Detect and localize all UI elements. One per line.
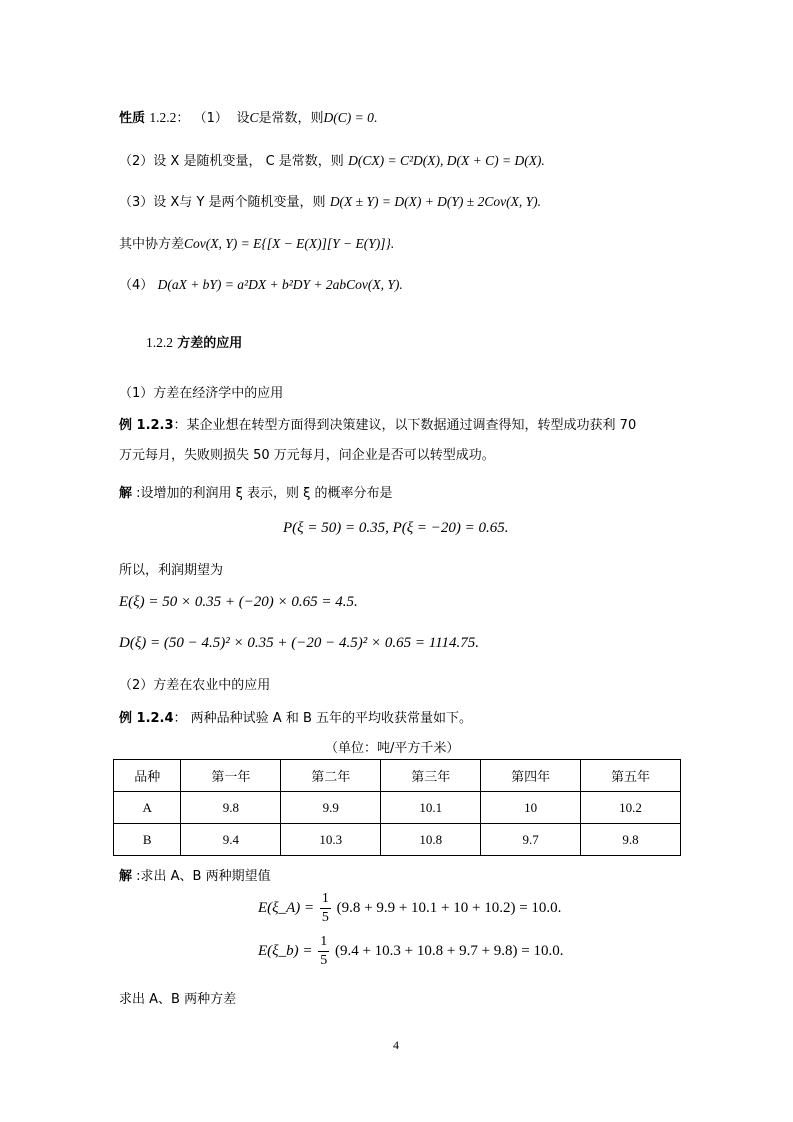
solution-2-text: :求出 A、B 两种期望值	[132, 869, 271, 884]
table-header-cell: 第四年	[481, 760, 581, 792]
yield-table	[113, 759, 681, 856]
app2-heading: （2）方差在农业中的应用	[119, 678, 271, 693]
property-line-4	[119, 274, 403, 293]
property-item1-text: 设	[236, 111, 250, 126]
table-cell: 10	[481, 792, 581, 824]
example-124-label: 例 1.2.4	[119, 711, 174, 726]
property-label: 性质	[119, 111, 146, 126]
property-item2-text: （2）设 X 是随机变量， C 是常数，则	[119, 154, 344, 169]
table-cell: 10.8	[381, 824, 481, 856]
expectation-b-fraction	[318, 933, 329, 970]
example-123-line-1	[119, 414, 636, 433]
example-124-text: ： 两种品种试验 A 和 B 五年的平均收获常量如下。	[173, 711, 473, 726]
solution-2-line	[119, 865, 271, 884]
expectation-b-rhs: (9.4 + 10.3 + 10.8 + 9.7 + 9.8) = 10.0.	[334, 943, 564, 959]
fraction-numerator: 1	[320, 890, 331, 909]
expectation-a-fraction	[320, 890, 331, 927]
table-cell: 9.7	[481, 824, 581, 856]
example-123-label: 例 1.2.3	[119, 418, 174, 433]
expectation-a-rhs: (9.8 + 9.9 + 10.1 + 10 + 10.2) = 10.0.	[336, 900, 562, 916]
expectation-formula: E(ξ) = 50 × 0.35 + (−20) × 0.65 = 4.5.	[119, 594, 358, 610]
example-123-text-1: ：某企业想在转型方面得到决策建议，以下数据通过调查得知，转型成功获利 70	[173, 418, 637, 433]
property-item4-formula: D(aX + bY) = a²DX + b²DY + 2abCov(X, Y).	[157, 277, 403, 292]
example-124-line	[119, 707, 472, 726]
expectation-a-lhs: E(ξ_A) =	[258, 900, 315, 916]
solution-1-text: :设增加的利润用 ξ 表示，则 ξ 的概率分布是	[132, 486, 393, 501]
property-item1-c: C	[249, 110, 259, 125]
property-cov-line	[119, 233, 394, 252]
table-cell: 9.9	[281, 792, 381, 824]
table-row	[114, 824, 681, 856]
property-item3-text: （3）设 X与 Y 是两个随机变量，则	[119, 195, 326, 210]
solution-1-label: 解	[119, 486, 133, 501]
fraction-denominator: 5	[320, 953, 328, 969]
property-item4-prefix: （4）	[119, 278, 154, 293]
solution-2-label: 解	[119, 869, 133, 884]
variance-formula: D(ξ) = (50 − 4.5)² × 0.35 + (−20 − 4.5)² × 0.65 = 1114.75.	[119, 635, 479, 651]
table-header-cell: 品种	[114, 760, 181, 792]
table-header-cell: 第二年	[281, 760, 381, 792]
unit-caption: （单位：吨/平方千米）	[325, 741, 460, 756]
distribution-formula: P(ξ = 50) = 0.35, P(ξ = −20) = 0.65.	[283, 520, 509, 536]
table-header-row	[114, 760, 681, 792]
property-line-2	[119, 150, 545, 169]
cov-formula: Cov(X, Y) = E{[X − E(X)][Y − E(Y)]}.	[184, 236, 395, 251]
variance-intro: 求出 A、B 两种方差	[119, 992, 237, 1007]
cov-text: 其中协方差	[119, 237, 185, 252]
property-colon: ：	[176, 111, 190, 126]
property-item1-prefix: （1）	[193, 111, 228, 126]
property-line-1: 性质 1.2.2： （1） 设C是常数，则D(C) = 0.	[119, 110, 378, 126]
table-cell: B	[114, 824, 181, 856]
expectation-a-formula	[258, 888, 561, 928]
table-cell: 10.3	[281, 824, 381, 856]
app1-heading: （1）方差在经济学中的应用	[119, 386, 284, 401]
expectation-intro: 所以，利润期望为	[119, 563, 224, 578]
table-cell: 9.4	[181, 824, 281, 856]
table-cell: 9.8	[581, 824, 681, 856]
table-header-cell: 第三年	[381, 760, 481, 792]
expectation-b-formula	[258, 931, 564, 971]
example-123-text-2: 万元每月，失败则损失 50 万元每月，问企业是否可以转型成功。	[119, 448, 495, 463]
table-cell: A	[114, 792, 181, 824]
fraction-denominator: 5	[321, 910, 329, 926]
property-item2-formula: D(CX) = C²D(X), D(X + C) = D(X).	[348, 153, 545, 168]
table-header-cell: 第五年	[581, 760, 681, 792]
property-item3-formula: D(X ± Y) = D(X) + D(Y) ± 2Cov(X, Y).	[329, 194, 541, 209]
fraction-numerator: 1	[318, 933, 329, 952]
property-number: 1.2.2	[149, 110, 177, 125]
section-title: 方差的应用	[177, 336, 243, 351]
table-cell: 10.1	[381, 792, 481, 824]
table-header-cell: 第一年	[181, 760, 281, 792]
table-row	[114, 792, 681, 824]
property-line-3	[119, 191, 541, 210]
section-number: 1.2.2	[146, 335, 173, 350]
property-item1-mid: 是常数，则	[258, 111, 324, 126]
table-cell: 10.2	[581, 792, 681, 824]
page-number: 4	[393, 1038, 399, 1052]
table-cell: 9.8	[181, 792, 281, 824]
section-heading	[146, 332, 242, 351]
solution-1-line	[119, 482, 393, 501]
property-item1-formula: D(C) = 0	[323, 110, 374, 125]
expectation-b-lhs: E(ξ_b) =	[258, 943, 313, 959]
